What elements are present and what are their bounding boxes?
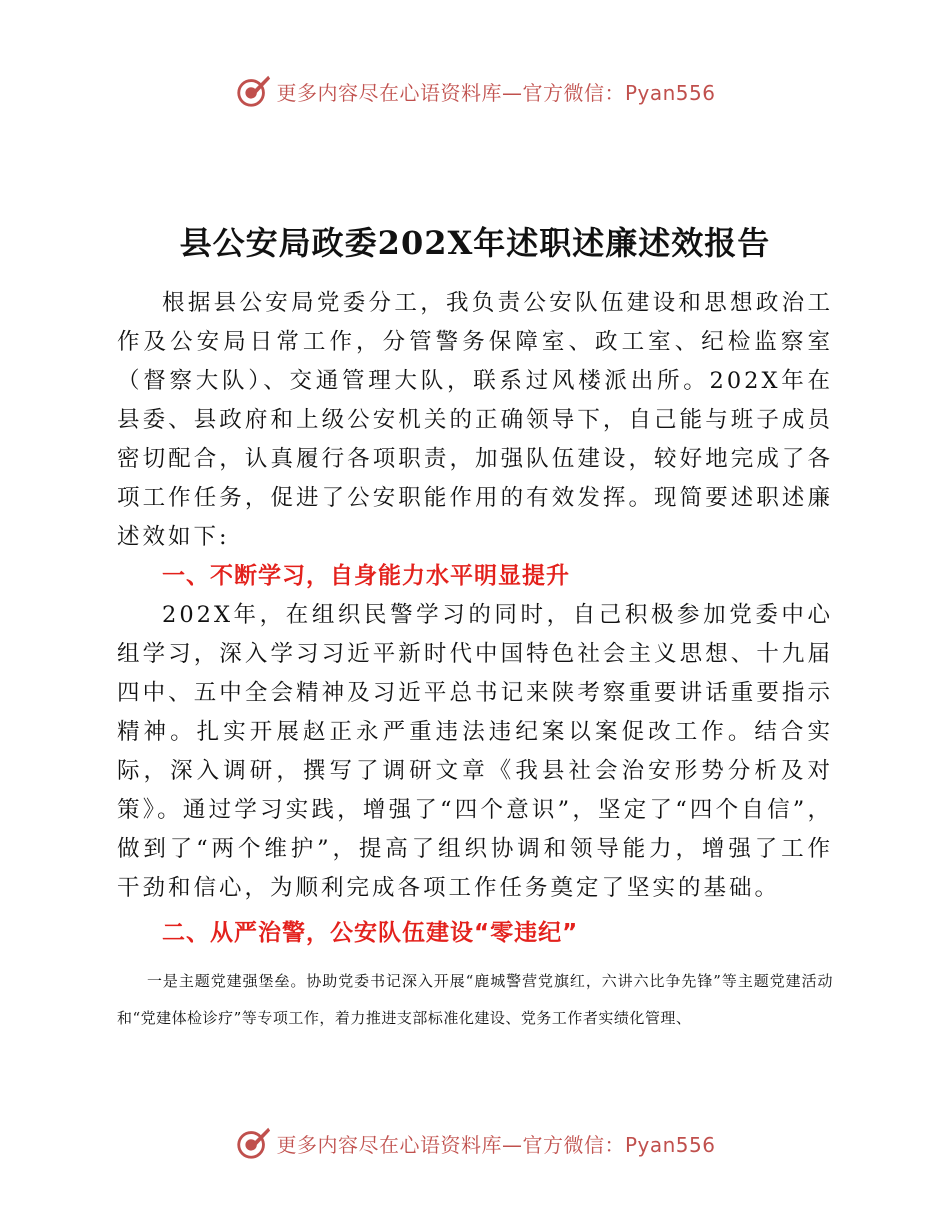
document-body: [117, 284, 833, 1037]
watermark-top: [0, 72, 950, 110]
pen-logo-icon: [234, 1124, 272, 1162]
document-title: 县公安局政委202X年述职述廉述效报告: [179, 224, 771, 262]
section-1-heading: 一、不断学习，自身能力水平明显提升: [162, 563, 570, 589]
intro-paragraph: 根据县公安局党委分工，我负责公安队伍建设和思想政治工作及公安局日常工作，分管警务保障室、政工室、纪检监察室（督察大队）、交通管理大队，联系过风楼派出所。202X年在县委、县政府和上级公安机关的正确领导下，自己能与班子成员密切配合，认真履行各项职责，加强队伍建设，较好地完成了各项工作任务，促进了公安职能作用的有效发挥。现简要述职述廉述效如下:: [117, 290, 833, 550]
section-2-paragraph: 一是主题党建强堡垒。协助党委书记深入开展“鹿城警营党旗红，六讲六比争先锋”等主题党建活动和“党建体检诊疗”等专项工作，着力推进支部标准化建设、党务工作者实绩化管理、: [117, 972, 833, 1027]
pen-logo-icon: [234, 72, 272, 110]
watermark-text: 更多内容尽在心语资料库—官方微信：Pyan556: [276, 1132, 716, 1157]
section-1-paragraph: 202X年，在组织民警学习的同时，自己积极参加党委中心组学习，深入学习习近平新时代中国特色社会主义思想、十九届四中、五中全会精神及习近平总书记来陕考察重要讲话重要指示精神。扎实开展赵正永严重违法违纪案以案促改工作。结合实际，深入调研，撰写了调研文章《我县社会治安形势分析及对策》。通过学习实践，增强了“四个意识”，坚定了“四个自信”，做到了“两个维护”，提高了组织协调和领导能力，增强了工作干劲和信心，为顺利完成各项工作任务奠定了坚实的基础。: [117, 602, 833, 901]
watermark-text: 更多内容尽在心语资料库—官方微信：Pyan556: [276, 80, 716, 105]
section-2-heading: 二、从严治警，公安队伍建设“零违纪”: [162, 920, 579, 946]
watermark-bottom: [0, 1124, 950, 1162]
